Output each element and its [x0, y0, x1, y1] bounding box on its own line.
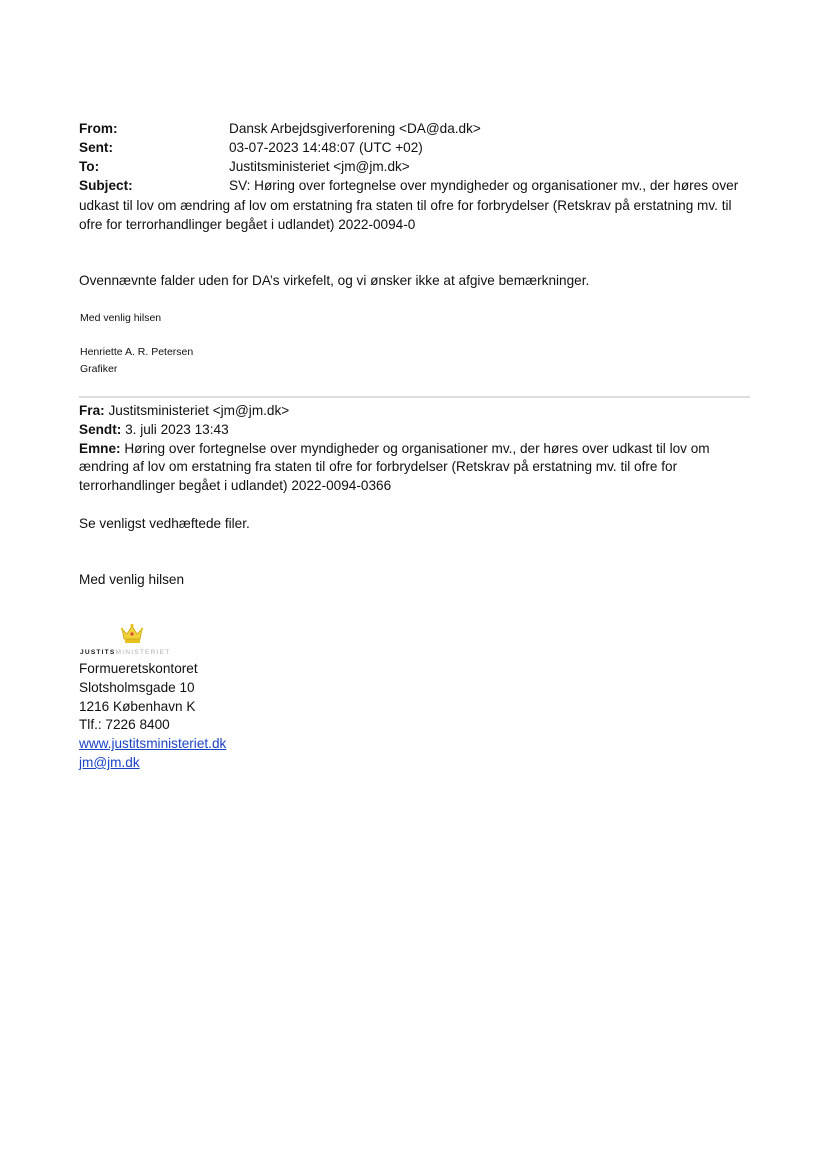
sendt-row [79, 421, 744, 440]
street-address: Slotsholmsgade 10 [79, 679, 195, 695]
subject-label: Subject: [79, 178, 133, 193]
fra-value: Justitsministeriet <jm@jm.dk> [108, 403, 290, 418]
forwarded-body: Se venligst vedhæftede filer. [79, 516, 250, 531]
to-value: Justitsministeriet <jm@jm.dk> [229, 159, 410, 174]
sent-row [79, 138, 739, 157]
sendt-value: 3. juli 2023 13:43 [125, 421, 229, 437]
message-divider [79, 396, 750, 398]
subject-value: SV: Høring over fortegnelse over myndigheder og organisationer mv., der høres over udkast til lov om ændring af lov om erstatning fra staten til ofre for forbrydelser (Retskrav på erstatning mv. til ofre for terrorhandlinger begået i udlandet) 2022-0094-0 [79, 178, 739, 232]
city-address: 1216 København K [79, 698, 196, 714]
website-link[interactable]: www.justitsministeriet.dk [79, 736, 227, 752]
sendt-label: Sendt: [79, 421, 122, 437]
fra-label: Fra: [79, 403, 105, 418]
address-block [79, 660, 226, 773]
emne-value: Høring over fortegnelse over myndigheder og organisationer mv., der høres over udkast til lov om ændring af lov om erstatning fra staten til ofre for forbrydelser (Retskrav på erstatning mv. til ofre for terrorhandlinger begået i udlandet) 2022-0094-0366 [79, 440, 710, 494]
forwarded-greeting: Med venlig hilsen [79, 572, 185, 587]
from-row [79, 119, 739, 138]
forwarded-header [79, 402, 744, 496]
email-header [79, 119, 739, 235]
to-label: To: [79, 159, 100, 174]
logo-text-bold: JUSTITS [80, 649, 116, 656]
sent-value: 03-07-2023 14:48:07 (UTC +02) [229, 140, 423, 155]
office-name: Formueretskontoret [79, 661, 198, 676]
crown-icon [119, 623, 145, 647]
sent-label: Sent: [79, 140, 113, 155]
logo-wordmark [80, 649, 170, 656]
logo-text-light: MINISTERIET [115, 649, 171, 656]
reply-body: Ovennævnte falder uden for DA’s virkefelt, og vi ønsker ikke at afgive bemærkninger. [79, 273, 590, 288]
email-link[interactable]: jm@jm.dk [79, 754, 140, 770]
emne-label: Emne: [79, 440, 121, 456]
subject-row [79, 176, 744, 235]
ministry-logo [80, 623, 200, 659]
to-row [79, 157, 739, 176]
reply-greeting: Med venlig hilsen [80, 312, 162, 324]
phone-number: Tlf.: 7226 8400 [79, 717, 170, 733]
from-label: From: [79, 121, 118, 136]
from-value: Dansk Arbejdsgiverforening <DA@da.dk> [229, 121, 481, 136]
signature-title: Grafiker [80, 363, 118, 375]
emne-row [79, 440, 744, 496]
signature-name: Henriette A. R. Petersen [80, 346, 194, 358]
fra-row [79, 402, 744, 421]
